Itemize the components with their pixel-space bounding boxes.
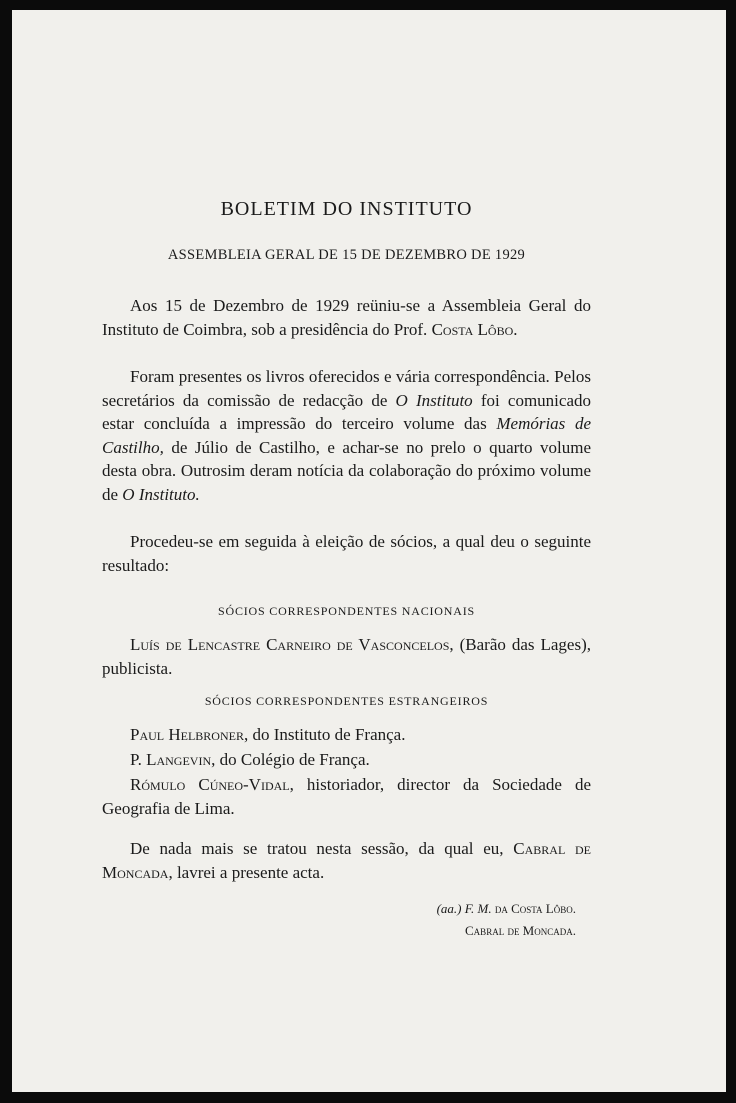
paragraph-election: Procedeu-se em seguida à eleição de sócios, a qual deu o seguinte resultado: — [102, 532, 591, 575]
paragraph-closing-part-b: lavrei a presente acta. — [172, 862, 325, 882]
president-name: Costa Lôbo. — [431, 319, 518, 339]
paragraph-closing-part-a: De nada mais se tratou nesta sessão, da qual eu, — [130, 839, 514, 858]
member-name: P. Langevin, — [130, 750, 216, 769]
member-desc: do Instituto de França. — [248, 725, 406, 744]
member-desc: do Colégio de França. — [215, 750, 370, 769]
signature-line-2: Cabral de Moncada. — [465, 923, 576, 938]
heading-estrangeiros: SÓCIOS CORRESPONDENTES ESTRANGEIROS — [204, 694, 489, 708]
paragraph-opening-text: Aos 15 de Dezembro de 1929 reüniu-se a Assembleia Geral do Instituto de Coimbra, sob a presidência do Prof. — [102, 296, 591, 339]
paragraph-correspondence — [102, 365, 591, 507]
signature-line-1 — [437, 901, 576, 917]
member-name: Luís de Lencastre Carneiro de Vasconcelos, — [130, 635, 454, 654]
paragraph-correspondence-part-a: Foram presentes os livros oferecidos e vária correspondência. Pelos secretários da comissão de redacção de — [102, 367, 591, 410]
member-desc: historiador, director da Sociedade de Geografia de Lima. — [102, 775, 591, 818]
member-desc: (Barão das Lages), publicista. — [102, 635, 592, 678]
signature-name-1: da Costa Lôbo. — [494, 901, 576, 916]
list-item-nacional — [102, 633, 591, 680]
journal-title-2: O Instituto. — [122, 484, 200, 504]
list-item-estrangeiro — [102, 748, 591, 772]
paragraph-opening — [102, 294, 591, 341]
heading-nacionais: SÓCIOS CORRESPONDENTES NACIONAIS — [218, 604, 475, 618]
paragraph-closing — [102, 837, 591, 884]
document-page — [12, 10, 726, 1092]
paragraph-correspondence-part-b: foi comunicado estar concluída a impressão do terceiro volume das — [102, 390, 591, 434]
member-name: Paul Helbroner, — [130, 725, 249, 744]
page-subtitle: ASSEMBLEIA GERAL DE 15 DE DEZEMBRO DE 1929 — [167, 247, 526, 263]
member-name: Rómulo Cúneo-Vidal, — [130, 775, 294, 794]
journal-title-1: O Instituto — [395, 390, 473, 410]
secretary-name: Cabral de Moncada, — [102, 839, 591, 882]
list-item-estrangeiro — [102, 723, 591, 747]
page-title: BOLETIM DO INSTITUTO — [220, 198, 473, 220]
paragraph-correspondence-part-c: de Júlio de Castilho, e achar-se no prelo o quarto volume desta obra. Outrosim deram notícia da colaboração do próximo volume de — [102, 437, 591, 504]
signature-prefix: (aa.) F. M. — [436, 901, 495, 916]
list-item-estrangeiro — [102, 773, 591, 820]
book-title: Memórias de Castilho, — [102, 414, 591, 457]
